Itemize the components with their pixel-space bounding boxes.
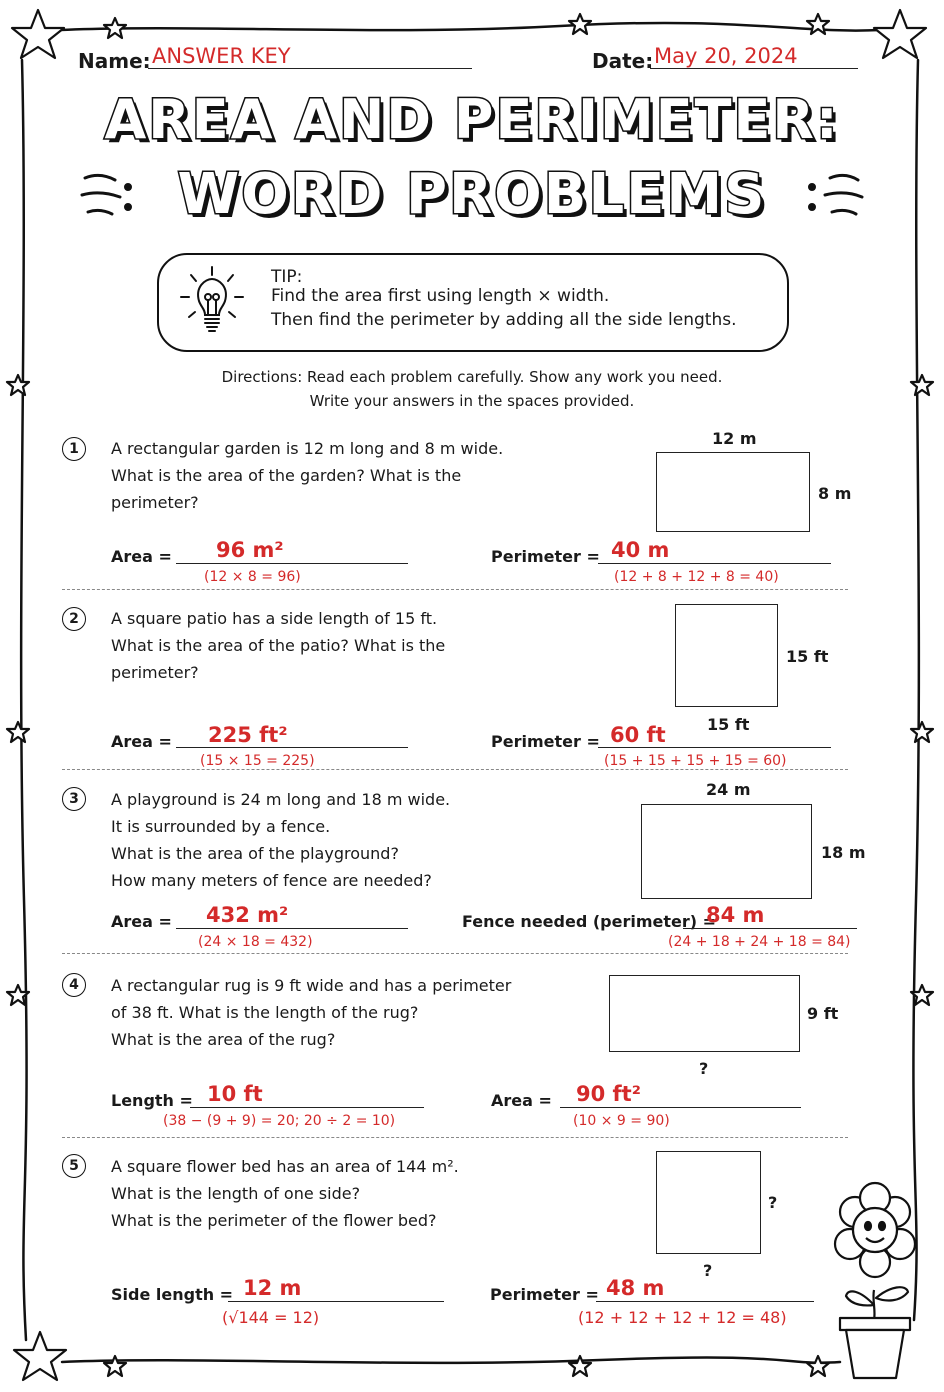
rug-rectangle xyxy=(609,975,800,1052)
problem-line: What is the area of the rug? xyxy=(111,1030,336,1049)
dimension-side: 8 m xyxy=(818,484,852,503)
answer-line xyxy=(176,928,408,929)
problem-text xyxy=(111,1153,459,1234)
dimension-side: ? xyxy=(768,1193,778,1212)
answer-line xyxy=(228,1301,444,1302)
star-icon xyxy=(807,1356,829,1376)
problem-number: 4 xyxy=(62,973,86,997)
perimeter-answer: 84 m xyxy=(706,903,765,927)
perimeter-label: Perimeter = xyxy=(490,1285,599,1304)
problem-separator xyxy=(62,769,848,770)
area-work: (24 × 18 = 432) xyxy=(198,934,313,950)
problem-line: A playground is 24 m long and 18 m wide. xyxy=(111,790,451,809)
problem-separator xyxy=(62,1137,848,1138)
area-answer: 90 ft² xyxy=(576,1082,641,1106)
area-answer: 432 m² xyxy=(206,903,289,927)
date-value: May 20, 2024 xyxy=(654,44,798,68)
problem-line: A rectangular garden is 12 m long and 8 m wide. xyxy=(111,439,504,458)
flower-bed-square xyxy=(656,1151,761,1254)
perimeter-work: (24 + 18 + 24 + 18 = 84) xyxy=(668,934,851,950)
name-underline xyxy=(148,68,472,69)
problem-line: What is the area of the patio? What is the xyxy=(111,636,446,655)
lightbulb-icon xyxy=(177,263,247,341)
problem-line: What is the area of the playground? xyxy=(111,844,399,863)
date-label: Date: xyxy=(592,49,654,73)
perimeter-work: (15 + 15 + 15 + 15 = 60) xyxy=(604,753,787,769)
perimeter-label: Perimeter = xyxy=(491,547,600,566)
star-icon xyxy=(12,10,64,58)
garden-rectangle xyxy=(656,452,810,532)
area-label: Area = xyxy=(111,547,172,566)
problem-separator xyxy=(62,953,848,954)
answer-line xyxy=(598,747,831,748)
dimension-side: 15 ft xyxy=(786,647,829,666)
answer-line xyxy=(560,1107,801,1108)
directions-line-2: Write your answers in the spaces provided. xyxy=(309,392,635,410)
length-answer: 10 ft xyxy=(207,1082,263,1106)
perimeter-answer: 48 m xyxy=(606,1276,665,1300)
date-underline xyxy=(650,68,858,69)
dimension-side: 9 ft xyxy=(807,1004,839,1023)
star-icon xyxy=(104,1356,126,1376)
star-icon xyxy=(7,722,29,742)
problem-line: perimeter? xyxy=(111,493,199,512)
problem-line: It is surrounded by a fence. xyxy=(111,817,331,836)
title-line-1: AREA AND PERIMETER: xyxy=(104,88,840,151)
directions-line-1: Directions: Read each problem carefully. Show any work you need. xyxy=(221,368,723,386)
perimeter-label: Perimeter = xyxy=(491,732,600,751)
problem-line: What is the perimeter of the flower bed? xyxy=(111,1211,437,1230)
problem-line: of 38 ft. What is the length of the rug? xyxy=(111,1003,419,1022)
perimeter-work: (12 + 12 + 12 + 12 = 48) xyxy=(578,1308,787,1327)
star-icon xyxy=(807,14,829,34)
problem-number: 5 xyxy=(62,1154,86,1178)
problem-line: How many meters of fence are needed? xyxy=(111,871,432,890)
playground-rectangle xyxy=(641,804,812,899)
length-label: Length = xyxy=(111,1091,193,1110)
area-work: (15 × 15 = 225) xyxy=(200,753,315,769)
problem-text xyxy=(111,605,445,686)
answer-line xyxy=(190,1107,424,1108)
area-answer: 225 ft² xyxy=(208,723,288,747)
problem-line: What is the length of one side? xyxy=(111,1184,361,1203)
problem-separator xyxy=(62,589,848,590)
patio-square xyxy=(675,604,778,707)
dimension-top: 12 m xyxy=(712,429,757,448)
problem-number: 3 xyxy=(62,787,86,811)
star-icon xyxy=(874,10,926,58)
problem-text xyxy=(111,435,503,516)
star-icon xyxy=(14,1332,66,1380)
area-label: Area = xyxy=(491,1091,552,1110)
problem-number: 1 xyxy=(62,437,86,461)
problem-text xyxy=(111,972,511,1053)
tip-line-2: Then find the perimeter by adding all the side lengths. xyxy=(271,310,737,330)
area-work: (12 × 8 = 96) xyxy=(204,569,301,585)
dimension-side: 18 m xyxy=(821,843,866,862)
problem-line: A square flower bed has an area of 144 m². xyxy=(111,1157,459,1176)
name-value: ANSWER KEY xyxy=(152,44,291,68)
dimension-bottom: ? xyxy=(699,1059,709,1078)
star-icon xyxy=(569,14,591,34)
tip-box xyxy=(157,253,789,352)
answer-line xyxy=(596,1301,814,1302)
problem-line: What is the area of the garden? What is the xyxy=(111,466,462,485)
length-work: (38 − (9 + 9) = 20; 20 ÷ 2 = 10) xyxy=(163,1113,396,1129)
tip-line-1: Find the area first using length × width. xyxy=(271,286,610,306)
star-icon xyxy=(104,18,126,38)
flower-pot-icon xyxy=(835,1183,915,1378)
problem-text xyxy=(111,786,450,894)
perimeter-label: Fence needed (perimeter) = xyxy=(462,912,717,931)
side-length-label: Side length = xyxy=(111,1285,234,1304)
area-work: (10 × 9 = 90) xyxy=(573,1113,670,1129)
title-line-2: WORD PROBLEMS xyxy=(177,162,767,227)
area-label: Area = xyxy=(111,912,172,931)
star-icon xyxy=(569,1356,591,1376)
problem-number: 2 xyxy=(62,607,86,631)
answer-line xyxy=(176,747,408,748)
perimeter-answer: 40 m xyxy=(611,538,670,562)
side-length-answer: 12 m xyxy=(243,1276,302,1300)
perimeter-work: (12 + 8 + 12 + 8 = 40) xyxy=(614,569,779,585)
problem-line: perimeter? xyxy=(111,663,199,682)
area-label: Area = xyxy=(111,732,172,751)
dimension-bottom: 15 ft xyxy=(707,715,750,734)
perimeter-answer: 60 ft xyxy=(610,723,666,747)
side-length-work: (√144 = 12) xyxy=(222,1308,320,1327)
problem-line: A rectangular rug is 9 ft wide and has a perimeter xyxy=(111,976,512,995)
dimension-top: 24 m xyxy=(706,780,751,799)
answer-line xyxy=(598,563,831,564)
answer-line xyxy=(683,928,857,929)
star-icon xyxy=(911,722,933,742)
name-label: Name: xyxy=(78,49,151,73)
answer-line xyxy=(176,563,408,564)
problem-line: A square patio has a side length of 15 ft. xyxy=(111,609,438,628)
area-answer: 96 m² xyxy=(216,538,284,562)
dimension-bottom: ? xyxy=(703,1261,713,1280)
tip-heading: TIP: xyxy=(271,267,303,287)
